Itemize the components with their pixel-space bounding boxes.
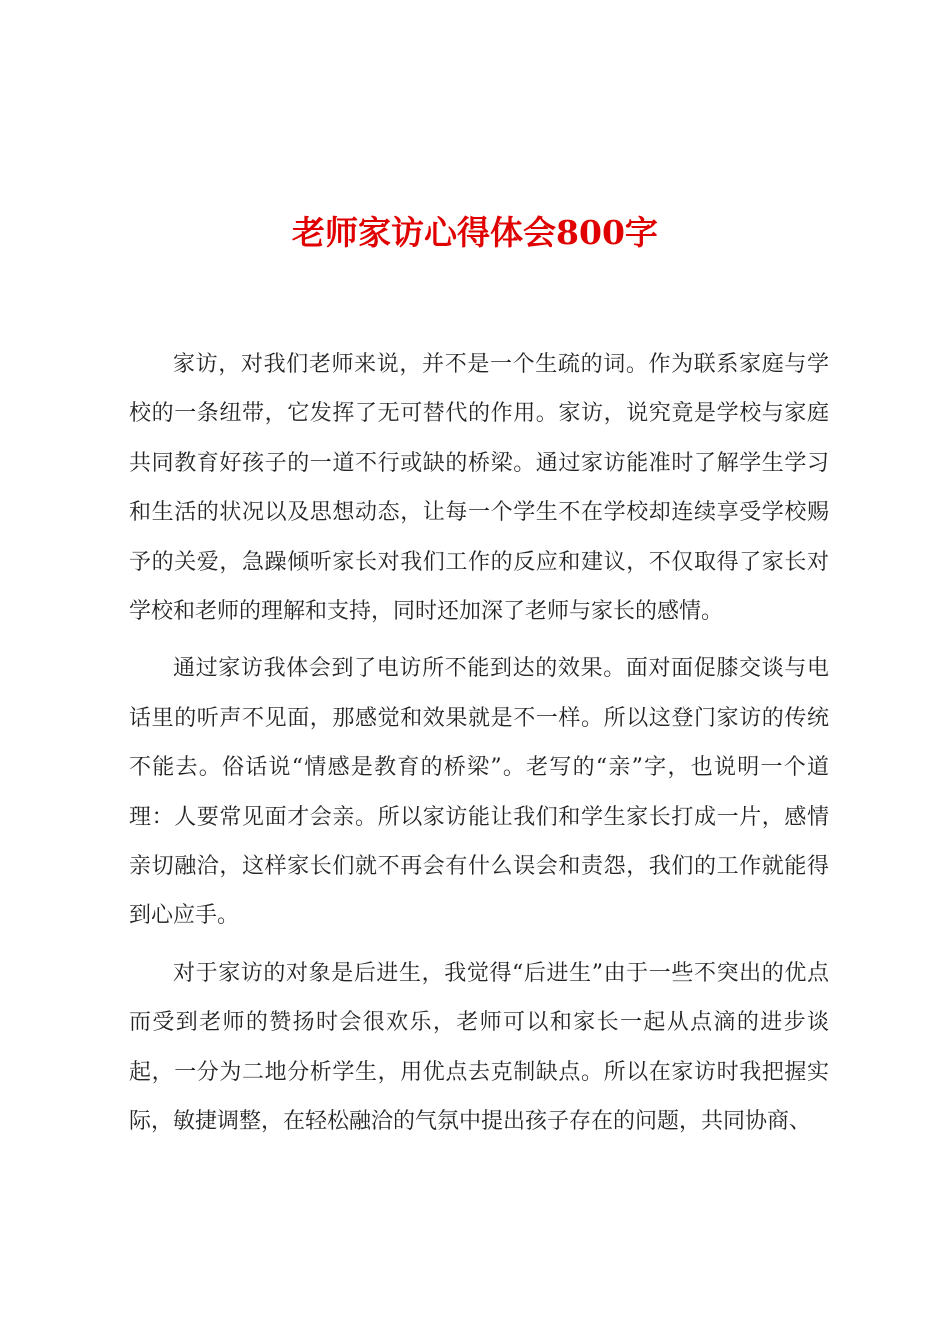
document-body — [129, 340, 829, 1147]
paragraph-2: 通过家访我体会到了电访所不能到达的效果。面对面促膝交谈与电话里的听声不见面，那感觉和效果就是不一样。所以这登门家访的传统不能去。俗话说“情感是教育的桥梁”。老写的“亲”字，也说明一个道理：人要常见面才会亲。所以家访能让我们和学生家长打成一片，感情亲切融洽，这样家长们就不再会有什么误会和责怨，我们的工作就能得到心应手。 — [129, 656, 829, 929]
document-title: 老师家访心得体会800字 — [292, 213, 658, 252]
paragraph-1: 家访，对我们老师来说，并不是一个生疏的词。作为联系家庭与学校的一条纽带，它发挥了无可替代的作用。家访，说究竟是学校与家庭共同教育好孩子的一道不行或缺的桥梁。通过家访能准时了解学生学习和生活的状况以及思想动态，让每一个学生不在学校却连续享受学校赐予的关爱，急躁倾听家长对我们工作的反应和建议，不仅取得了家长对学校和老师的理解和支持，同时还加深了老师与家长的感情。 — [129, 352, 829, 625]
paragraph-3: 对于家访的对象是后进生，我觉得“后进生”由于一些不突出的优点而受到老师的赞扬时会很欢乐，老师可以和家长一起从点滴的进步谈起，一分为二地分析学生，用优点去克制缺点。所以在家访时我把握实际，敏捷调整，在轻松融洽的气氛中提出孩子存在的问题，共同协商、 — [129, 960, 829, 1135]
